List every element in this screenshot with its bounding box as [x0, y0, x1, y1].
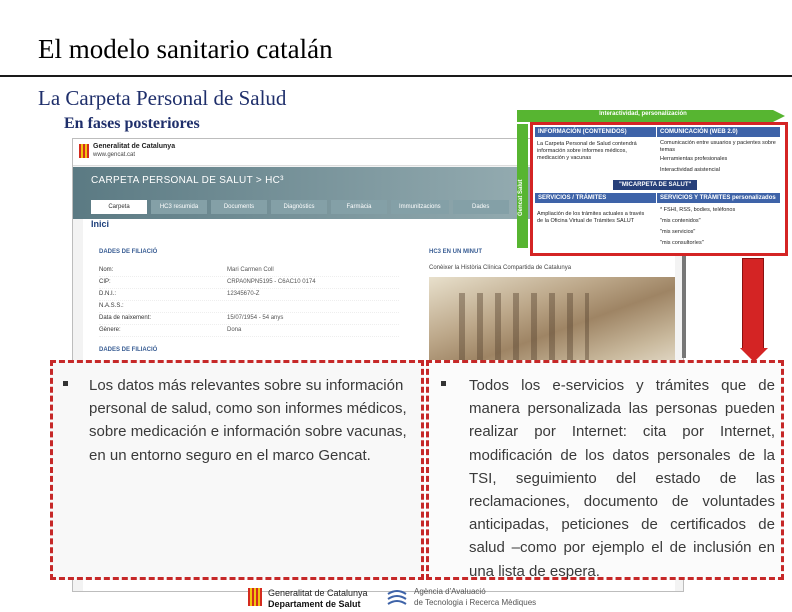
com-item: Comunicación entre usuarios y pacientes sobre temas: [660, 140, 776, 153]
filiacio-key: CIP:: [99, 279, 111, 285]
filiacio-key: Nom:: [99, 267, 114, 273]
slide-subtitle: La Carpeta Personal de Salud: [38, 86, 287, 110]
portal-org-url[interactable]: www.gencat.cat: [93, 152, 136, 158]
filiacio-row: [99, 325, 399, 337]
pers-heading: SERVICIOS Y TRÁMITES personalizados: [657, 193, 780, 203]
portal-banner-title: CARPETA PERSONAL DE SALUT > HC³: [91, 175, 284, 186]
tab-carpeta[interactable]: Carpeta: [91, 200, 147, 214]
diagram-side-label: Gencat Salut: [518, 179, 524, 216]
pers-item: "mis servicios": [660, 229, 696, 235]
portal-tabs: [91, 200, 509, 214]
stage-label: En fases posteriores: [64, 115, 200, 132]
filiacio-key: Data de naixement:: [99, 315, 152, 321]
footer-department: Departament de Salut: [268, 599, 361, 609]
filiacio-value: Dona: [227, 327, 242, 333]
pers-item: * FSHI, RSS, bodies, teléfonos: [660, 207, 736, 213]
hc3-link[interactable]: Conèixer la Història Clínica Compartida de Catalunya: [429, 265, 572, 271]
filiacio-table: [99, 265, 399, 337]
bullet-icon: [63, 381, 68, 386]
generalitat-footer-logo-icon: [248, 588, 262, 606]
bullet-icon: [441, 381, 446, 386]
portal-org-name: Generalitat de Catalunya: [93, 143, 176, 150]
tab-diagnostics[interactable]: Diagnòstics: [271, 200, 327, 214]
filiacio-heading-repeat: DADES DE FILIACIÓ: [99, 347, 158, 353]
filiacio-key: D.N.I.:: [99, 291, 117, 297]
filiacio-heading: DADES DE FILIACIÓ: [99, 249, 158, 255]
filiacio-row: [99, 289, 399, 301]
hc3-heading: HC3 EN UN MINUT: [429, 249, 483, 255]
title-divider: [0, 75, 792, 77]
slide-title: El modelo sanitario catalán: [38, 34, 333, 64]
com-item: Herramientas profesionales: [660, 156, 728, 162]
tab-immunitzacions[interactable]: Immunitzacions: [391, 200, 449, 214]
com-item: Interactividad asistencial: [660, 167, 720, 173]
filiacio-value: [227, 301, 399, 312]
footer-org-name: Generalitat de Catalunya: [268, 588, 368, 598]
filiacio-value: CRPA0NPN5195 - C6AC10 0174: [227, 279, 316, 285]
tab-farmacia[interactable]: Farmàcia: [331, 200, 387, 214]
serv-text: Ampliación de los trámites actuales a través de la Oficina Virtual de Trámites SALUT: [537, 211, 645, 224]
interactivity-arrow-label: Interactividad, personalización: [599, 111, 687, 117]
pers-item: "mis consultoríes": [660, 240, 704, 246]
filiacio-value: 15/07/1954 - 54 anys: [227, 315, 284, 321]
agency-name-line2: de Tecnologia i Recerca Mèdiques: [414, 598, 537, 607]
diagram-center-label: "MICARPETA DE SALUT": [613, 180, 697, 190]
info-callout-box: [50, 360, 424, 580]
tab-hc3-resumida[interactable]: HC3 resumida: [151, 200, 207, 214]
pers-item: "mis contenidos": [660, 218, 701, 224]
building-photo: [429, 277, 675, 371]
generalitat-logo-icon: [79, 144, 89, 158]
filiacio-value: 12345670-Z: [227, 291, 260, 297]
filiacio-row: [99, 313, 399, 325]
services-callout-text: Todos los e-servicios y trámites que de manera personalizada las personas pueden realizar por Internet: cita por Internet, modificación de los datos personales de la TSI, seguimiento del estado de las reclamaciones, documento de voluntades anticipadas, peticiones de certificados de salud –como por ejemplo el de inclusión en una lista de espera.: [469, 377, 775, 580]
tab-dades[interactable]: Dades: [453, 200, 509, 214]
diagram-frame: [530, 122, 788, 256]
filiacio-row: [99, 265, 399, 277]
tab-documents[interactable]: Documents: [211, 200, 267, 214]
info-callout-text: Los datos más relevantes sobre su información personal de salud, como son informes médicos, sobre medicación e información sobre vacunas, en un entorno seguro en el marco Gencat.: [89, 377, 407, 464]
interactivity-diagram: [517, 110, 785, 250]
filiacio-row: [99, 277, 399, 289]
serv-heading: SERVICIOS / TRÁMITES: [535, 193, 656, 203]
services-callout-box: [426, 360, 784, 580]
portal-section-start: Inici: [91, 219, 110, 229]
filiacio-row: [99, 301, 399, 313]
agency-logo-icon: [386, 588, 408, 608]
info-heading: INFORMACIÓN (CONTENIDOS): [535, 127, 656, 137]
com-heading: COMUNICACIÓN (WEB 2.0): [657, 127, 780, 137]
scrollbar[interactable]: [682, 250, 686, 358]
red-arrow-shaft: [742, 258, 764, 350]
info-text: La Carpeta Personal de Salud contendrá información sobre informes médicos, medicación y vacunas: [537, 141, 637, 161]
filiacio-key: N.A.S.S.:: [99, 303, 124, 309]
agency-name-line1: Agència d'Avaluació: [414, 587, 486, 596]
filiacio-value: Mari Carmen Coll: [227, 267, 274, 273]
diagram-side-band: [517, 124, 528, 248]
filiacio-key: Gènere:: [99, 327, 121, 333]
